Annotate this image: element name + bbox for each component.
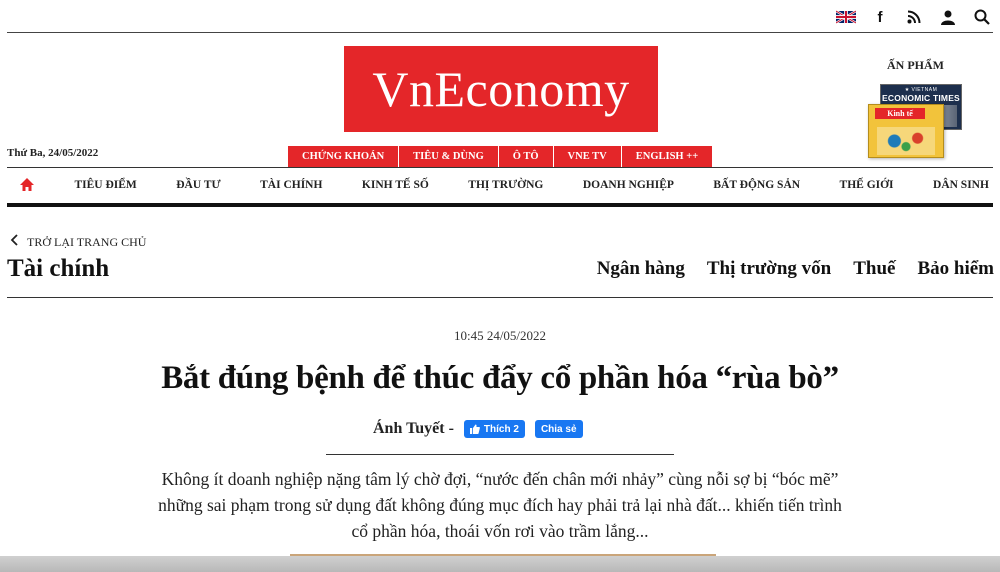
share-label: Chia sẻ	[540, 423, 577, 435]
uk-flag-icon[interactable]	[836, 7, 856, 27]
nav-divider-bottom	[7, 203, 993, 207]
subnav-tieu-dung[interactable]: TIÊU & DÙNG	[399, 146, 499, 167]
facebook-glyph: f	[877, 8, 883, 26]
like-label: Thích 2	[483, 423, 519, 435]
subcategory-thue[interactable]: Thuế	[853, 258, 896, 279]
back-to-home-link[interactable]	[10, 234, 146, 250]
section-title[interactable]: Tài chính	[7, 255, 110, 282]
facebook-icon[interactable]	[870, 7, 890, 27]
article-author[interactable]: Ánh Tuyết -	[373, 420, 454, 437]
home-icon[interactable]	[19, 177, 35, 193]
thumbs-up-icon	[470, 424, 480, 434]
subnav-chung-khoan[interactable]: CHỨNG KHOÁN	[288, 146, 399, 167]
kinh-te-viet-nam-cover[interactable]	[868, 104, 944, 158]
subcategory-bao-hiem[interactable]: Bảo hiểm	[917, 258, 994, 279]
facebook-share-button[interactable]	[535, 420, 583, 438]
article-summary: Không ít doanh nghiệp nặng tâm lý chờ đợi, “nước đến chân mới nhảy” cùng nỗi sợ bị “bóc mẽ” những sai phạm trong sử dụng đất không đúng mục đích hay phải trả lại nhà đất... khiến tiến trình cổ phần hóa, thoái vốn rơi vào trầm lắng...	[158, 469, 842, 541]
chevron-left-icon	[10, 234, 19, 250]
sub-navigation	[288, 146, 712, 167]
section-subcategories	[597, 258, 994, 280]
subcategory-thi-truong-von[interactable]: Thị trường vốn	[706, 258, 832, 279]
nav-tai-chinh[interactable]: TÀI CHÍNH	[260, 179, 323, 191]
nav-dau-tu[interactable]: ĐẦU TƯ	[176, 179, 221, 191]
kinh-te-cover-art	[877, 127, 935, 155]
nav-thi-truong[interactable]: THỊ TRƯỜNG	[468, 179, 544, 191]
nav-the-gioi[interactable]: THẾ GIỚI	[839, 179, 894, 191]
rss-icon[interactable]	[904, 7, 924, 27]
nav-doanh-nghiep[interactable]: DOANH NGHIỆP	[582, 179, 674, 191]
main-navigation	[7, 168, 993, 202]
current-date: Thứ Ba, 24/05/2022	[7, 147, 99, 159]
publications-title: ẤN PHẨM	[887, 58, 944, 72]
nav-bat-dong-san[interactable]: BẤT ĐỘNG SẢN	[713, 179, 801, 191]
nav-tieu-diem[interactable]: TIÊU ĐIỂM	[74, 179, 137, 191]
user-icon[interactable]	[938, 7, 958, 27]
article-title: Bắt đúng bệnh để thúc đẩy cổ phần hóa “rùa bò”	[161, 360, 839, 396]
window-bottom-edge	[0, 556, 1000, 572]
subnav-english[interactable]: ENGLISH ++	[622, 146, 712, 167]
economic-times-top-text: ★ VIETNAM	[881, 85, 961, 93]
back-label: TRỞ LẠI TRANG CHỦ	[27, 234, 147, 249]
subnav-vne-tv[interactable]: VNE TV	[554, 146, 622, 167]
top-divider	[7, 32, 993, 33]
search-icon[interactable]	[972, 7, 992, 27]
subcategory-ngan-hang[interactable]: Ngân hàng	[596, 258, 685, 279]
kinh-te-title: Kinh tế	[875, 108, 925, 119]
economic-times-title: ECONOMIC TIMES	[882, 93, 960, 103]
top-utility-bar	[836, 6, 992, 28]
nav-kinh-te-so[interactable]: KINH TẾ SỐ	[361, 179, 429, 191]
article-byline	[373, 420, 583, 438]
vneconomy-logo[interactable]	[344, 46, 658, 132]
byline-divider	[326, 454, 674, 455]
nav-dan-sinh[interactable]: DÂN SINH	[933, 179, 989, 191]
facebook-like-button[interactable]	[464, 420, 525, 438]
section-divider	[7, 297, 993, 298]
subnav-o-to[interactable]: Ô TÔ	[499, 146, 554, 167]
article-timestamp: 10:45 24/05/2022	[453, 328, 547, 343]
logo-text: VnEconomy	[372, 61, 630, 117]
